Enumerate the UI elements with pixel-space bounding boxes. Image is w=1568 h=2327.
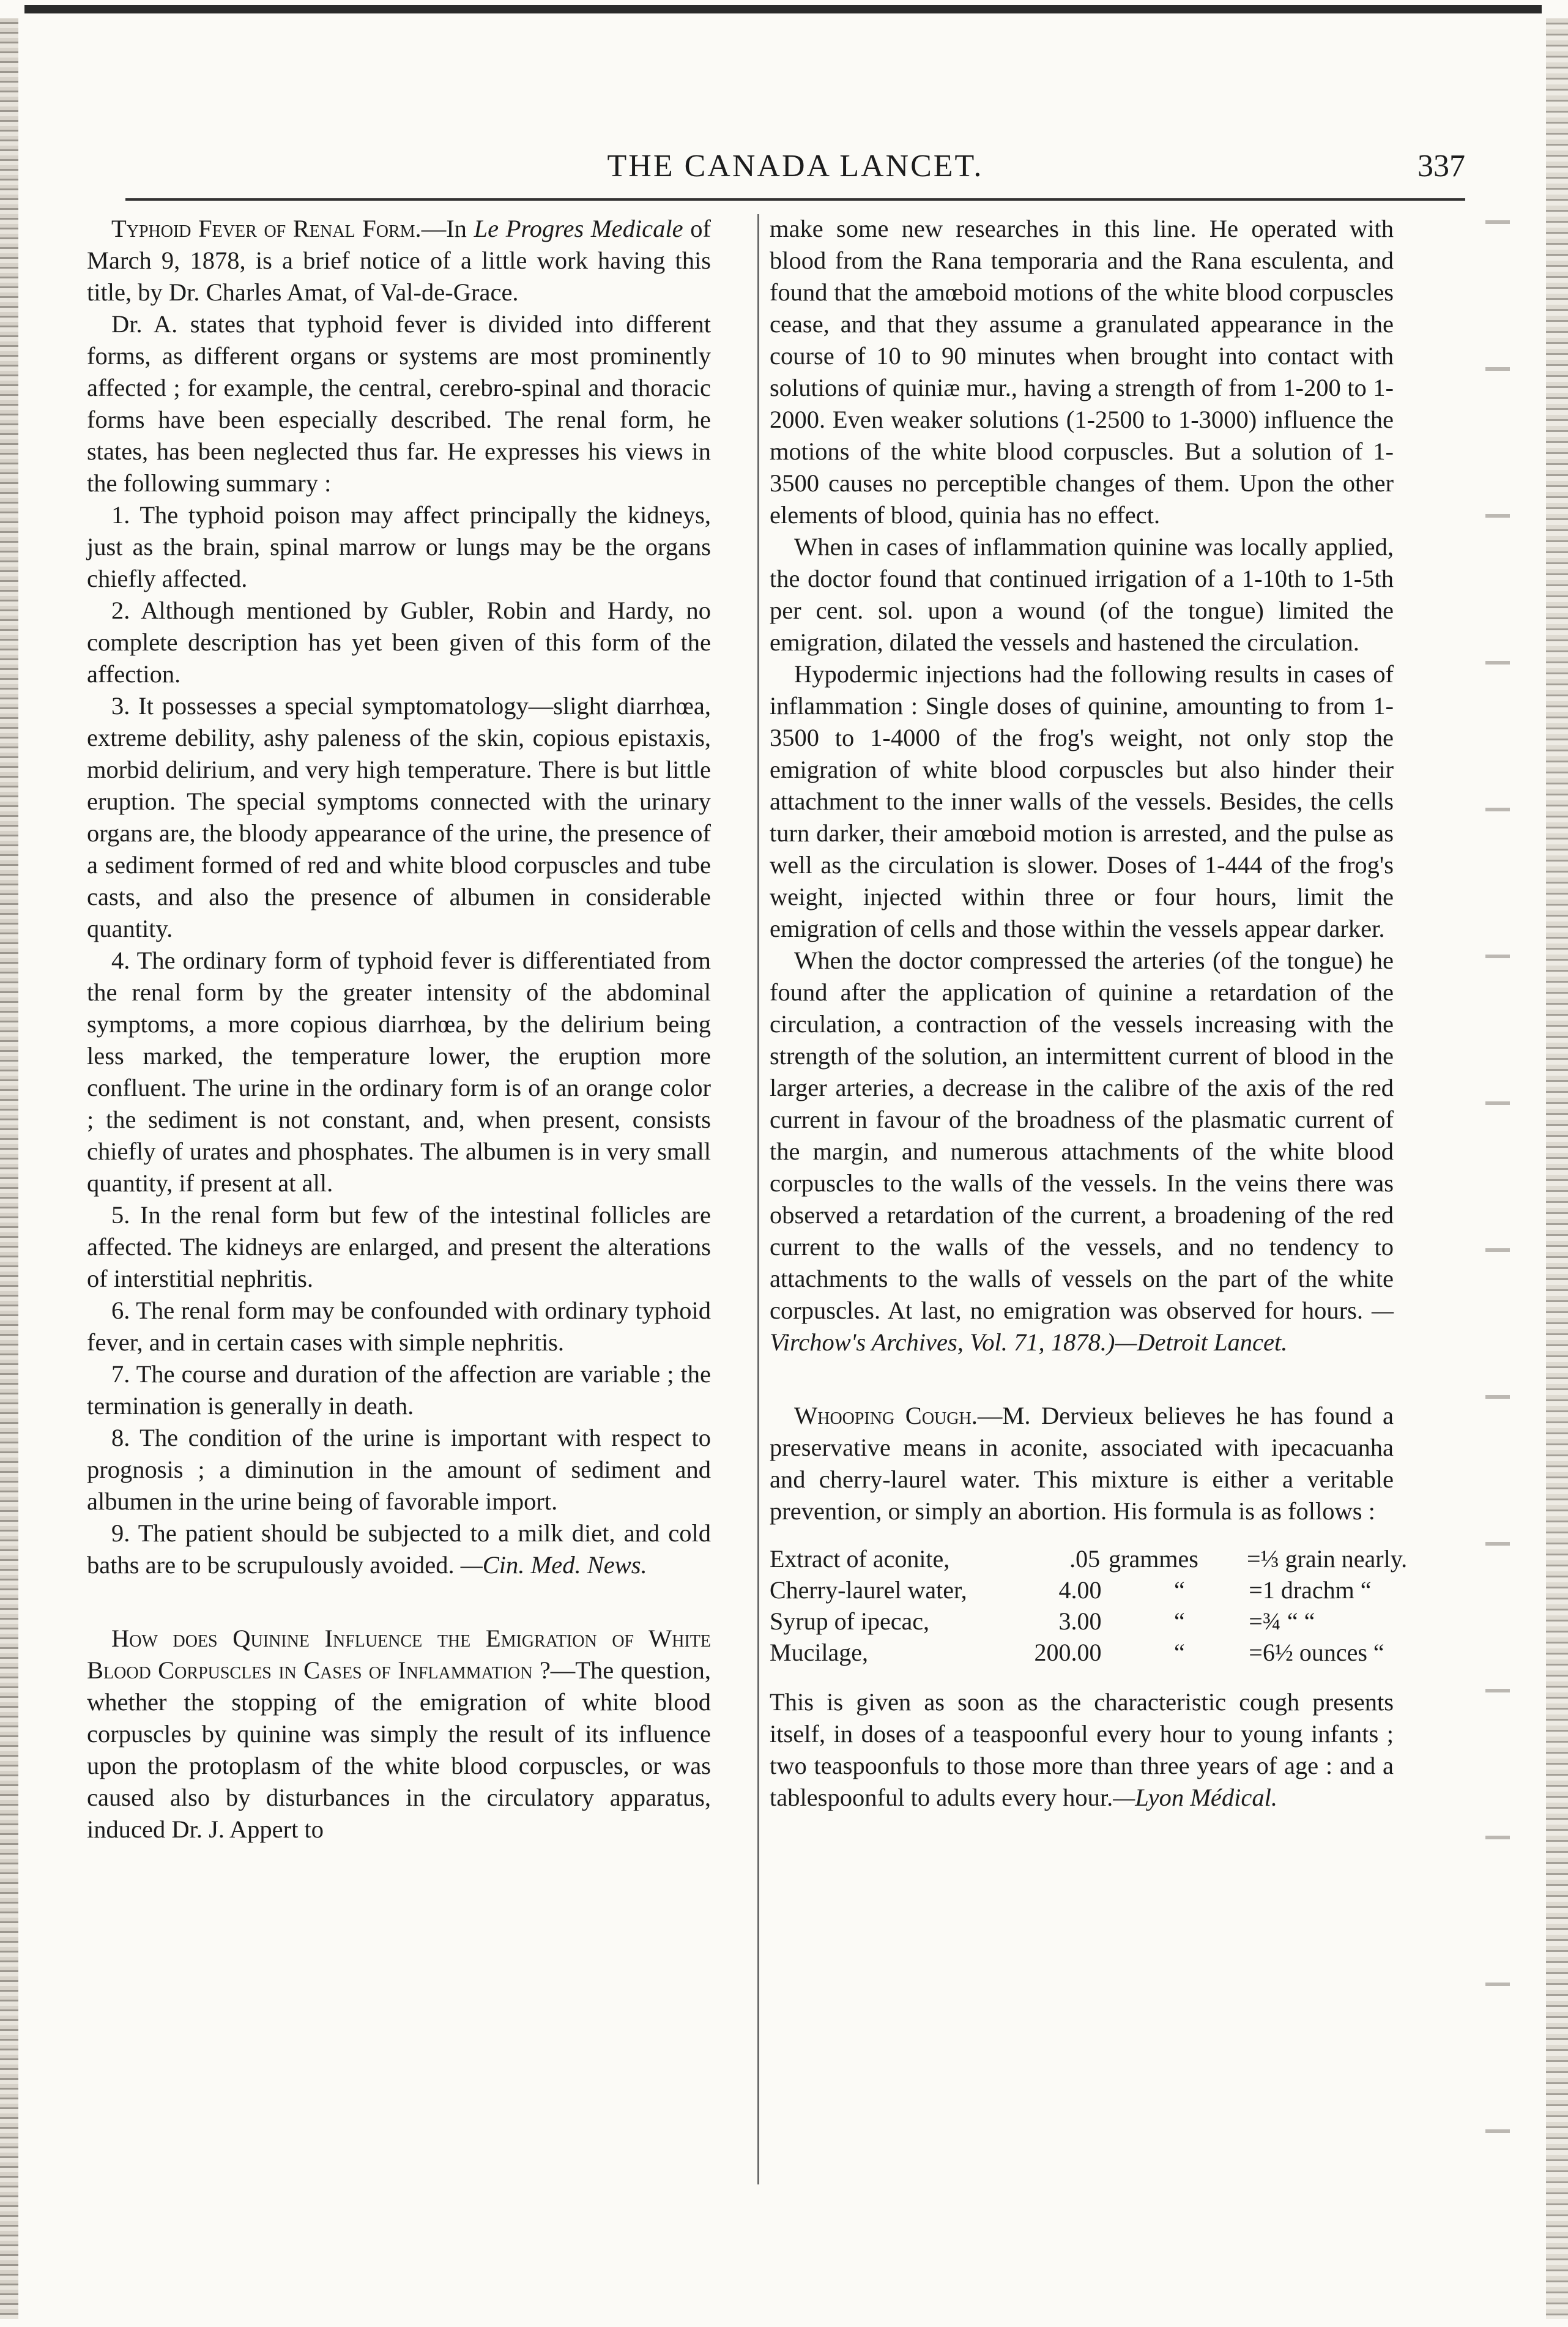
intro-text-b: of March 9, 1878, is a brief notice of a little work having this title, by Dr. Charles Amat, of Val-de-Grace. bbox=[87, 215, 711, 306]
section-gap bbox=[770, 1358, 1394, 1400]
bleed-through-marks bbox=[1485, 122, 1510, 2264]
unit: “ bbox=[1173, 1576, 1185, 1604]
ingredient: Syrup of ipecac, bbox=[770, 1607, 930, 1635]
paragraph: Hypodermic injections had the following results in cases of inflammation : Single doses of quinine, amounting to from 1-3500 to 1-4000 of the frog's weight, not only stop the emigration of white blood corpuscles but also hinder their attachment to the inner walls of the vessels. Besides, the cells turn darker, their amœboid motion is arrested, and the pulse as well as the circulation is slower. Doses of 1-444 of the frog's weight, injected within three or four hours, limit the emigration of cells and those within the vessels appear darker. bbox=[770, 660, 1394, 942]
running-header bbox=[125, 148, 1465, 191]
equivalent: =¾ “ “ bbox=[1249, 1607, 1315, 1635]
amount: 200.00 bbox=[1034, 1639, 1102, 1666]
formula-row bbox=[770, 1637, 1394, 1668]
equivalent: =⅓ grain nearly. bbox=[1247, 1545, 1408, 1573]
list-item-9-text: 9. The patient should be subjected to a milk diet, and cold baths are to be scrupulously avoided. bbox=[87, 1519, 711, 1579]
unit: grammes bbox=[1109, 1545, 1198, 1573]
list-item: 2. Although mentioned by Gubler, Robin and Hardy, no complete description has yet been given of this form of the affection. bbox=[87, 597, 711, 688]
intro-text-a: —In bbox=[421, 215, 474, 242]
list-item: 5. In the renal form but few of the intestinal follicles are affected. The kidneys are enlarged, and present the alterations of interstitial nephritis. bbox=[87, 1201, 711, 1292]
column-divider bbox=[757, 214, 759, 2184]
ingredient: Cherry-laurel water, bbox=[770, 1576, 967, 1604]
equivalent: =6½ ounces “ bbox=[1249, 1639, 1384, 1666]
formula-row bbox=[770, 1606, 1394, 1637]
paragraph-text: This is given as soon as the characteristic cough presents itself, in doses of a teaspoonful every hour to young infants ; two teaspoonfuls to those more than three years of age : and a tablespoonful to adults every hour. bbox=[770, 1688, 1394, 1811]
list-item: 1. The typhoid poison may affect principally the kidneys, just as the brain, spinal marrow or lungs may be the organs chiefly affected. bbox=[87, 501, 711, 592]
paragraph: When in cases of inflammation quinine was locally applied, the doctor found that continued irrigation of a 1-10th to 1-5th per cent. sol. upon a wound (of the tongue) limited the emigration, dilated the vessels and hastened the circulation. bbox=[770, 533, 1394, 656]
left-column bbox=[87, 213, 711, 1845]
formula-table bbox=[770, 1543, 1408, 1668]
list-item: 7. The course and duration of the affection are variable ; the termination is generally in death. bbox=[87, 1360, 711, 1420]
amount: 3.00 bbox=[1058, 1607, 1102, 1635]
article-quinine-intro bbox=[87, 1623, 711, 1845]
journal-name: Le Progres Medicale bbox=[474, 215, 683, 242]
amount: .05 bbox=[1069, 1545, 1101, 1573]
section-gap bbox=[87, 1581, 711, 1623]
formula-row bbox=[770, 1543, 1408, 1574]
article-typhoid-intro bbox=[87, 213, 711, 308]
list-item: 6. The renal form may be confounded with ordinary typhoid fever, and in certain cases with simple nephritis. bbox=[87, 1297, 711, 1356]
article-source: —Cin. Med. News. bbox=[460, 1551, 647, 1579]
page-right-edge bbox=[1546, 18, 1568, 2319]
article-title: Typhoid Fever of Renal Form. bbox=[111, 215, 422, 242]
list-item: 4. The ordinary form of typhoid fever is differentiated from the renal form by the greater intensity of the abdominal symptoms, a more copious diarrhœa, by the delirium being less marked, the temperature lower, the eruption more confluent. The urine in the ordinary form is of an orange color ; the sediment is not constant, and, when present, consists chiefly of urates and phosphates. The albumen is in very small quantity, if present at all. bbox=[87, 947, 711, 1197]
paragraph: make some new researches in this line. He operated with blood from the Rana temporaria and the Rana esculenta, and found that the amœboid motions of the white blood corpuscles cease, and that they assume a granulated appearance in the course of 10 to 90 minutes when brought into contact with solutions of quiniæ mur., having a strength of from 1-200 to 1-2000. Even weaker solutions (1-2500 to 1-3000) influence the motions of the white blood corpuscles. But a solution of 1-3500 causes no perceptible changes of them. Upon the other elements of blood, quinia has no effect. bbox=[770, 215, 1394, 529]
header-rule bbox=[125, 198, 1465, 201]
right-column bbox=[770, 213, 1408, 1814]
article-title: Whooping Cough. bbox=[794, 1402, 978, 1429]
page-number: 337 bbox=[1418, 149, 1465, 184]
page-top-edge bbox=[24, 5, 1542, 13]
article-title: How does Quinine Influence the Emigration of White Blood Corpuscles in Cases of Inflammation ? bbox=[87, 1625, 711, 1684]
ingredient: Extract of aconite, bbox=[770, 1545, 950, 1573]
article-source: — Virchow's Archives, Vol. 71, 1878.)—Detroit Lancet. bbox=[770, 1297, 1394, 1356]
list-item: 8. The condition of the urine is important with respect to prognosis ; a diminution in the amount of sediment and albumen in the urine being of favorable import. bbox=[87, 1424, 711, 1515]
amount: 4.00 bbox=[1058, 1576, 1102, 1604]
paragraph: Dr. A. states that typhoid fever is divided into different forms, as different organs or systems are most prominently affected ; for example, the central, cerebro-spinal and thoracic forms have been especially described. The renal form, he states, has been neglected thus far. He expresses his views in the following summary : bbox=[87, 310, 711, 497]
unit: “ bbox=[1173, 1607, 1185, 1635]
article-text: —M. Dervieux believes he has found a preservative means in aconite, associated with ipecacuanha and cherry-laurel water. This mixture is either a veritable prevention, or simply an abortion. His formula is as follows : bbox=[770, 1402, 1394, 1525]
list-item-9 bbox=[87, 1517, 711, 1581]
ingredient: Mucilage, bbox=[770, 1639, 869, 1666]
article-whooping-intro bbox=[770, 1400, 1394, 1527]
article-text: —The question, whether the stopping of the emigration of white blood corpuscles by quinine was simply the result of its influence upon the protoplasm of the white blood corpuscles, or was caused also by disturbances in the circulatory apparatus, induced Dr. J. Appert to bbox=[87, 1656, 711, 1843]
unit: “ bbox=[1173, 1639, 1185, 1666]
paragraph-with-source bbox=[770, 1686, 1394, 1814]
page-binding-edge bbox=[0, 18, 18, 2319]
article-source: —Lyon Médical. bbox=[1113, 1784, 1278, 1811]
equivalent: =1 drachm “ bbox=[1249, 1576, 1372, 1604]
formula-row bbox=[770, 1574, 1394, 1606]
list-item: 3. It possesses a special symptomatology—slight diarrhœa, extreme debility, ashy paleness of the skin, copious epistaxis, morbid delirium, and very high temperature. There is but little eruption. The special symptoms connected with the urinary organs are, the bloody appearance of the urine, the presence of a sediment formed of red and white blood corpuscles and tube casts, and also the presence of albumen in considerable quantity. bbox=[87, 692, 711, 942]
paragraph-with-source bbox=[770, 945, 1394, 1358]
running-title: THE CANADA LANCET. bbox=[607, 149, 984, 184]
paragraph-text: When the doctor compressed the arteries (of the tongue) he found after the application of quinine a retardation of the circulation, a contraction of the vessels increasing with the strength of the solution, an intermittent current of blood in the larger arteries, a decrease in the calibre of the axis of the red current in favour of the broadness of the plasmatic current of the margin, and numerous attachments of the white blood corpuscles to the walls of the vessels. In the veins there was observed a retardation of the current, a broadening of the red current to the walls of the vessels, and no tendency to attachments to the walls of vessels on the part of the white corpuscles. At last, no emigration was observed for hours. bbox=[770, 947, 1394, 1324]
